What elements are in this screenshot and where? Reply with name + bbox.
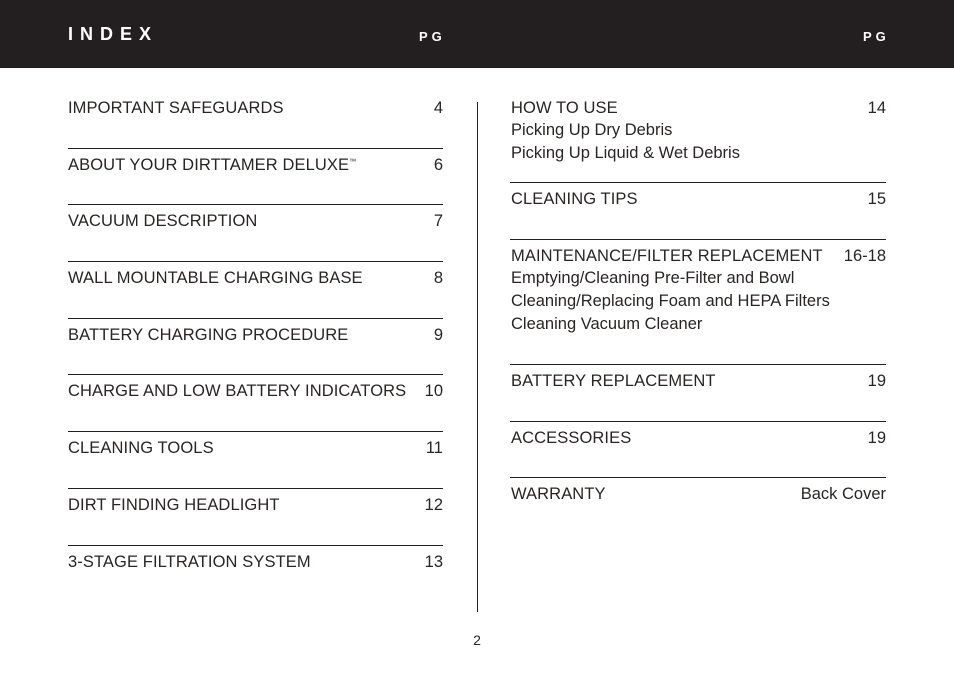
entry-label: HOW TO USE (511, 99, 618, 117)
index-entry-maintenance[interactable] (511, 240, 886, 365)
entry-page: 12 (424, 495, 443, 514)
index-entry-battery-charging[interactable] (68, 319, 443, 376)
entry-page: 16-18 (843, 247, 886, 265)
index-entry-cleaning-tips[interactable] (511, 183, 886, 240)
index-entry-battery-indicators[interactable] (68, 375, 443, 432)
entry-label: ABOUT YOUR DIRTTAMER DELUXE (68, 155, 350, 174)
index-entry-filtration-system[interactable] (68, 546, 443, 603)
entry-label: WARRANTY (511, 485, 606, 503)
index-entry-about-dirttamer[interactable] (68, 149, 443, 206)
index-entry-battery-replacement[interactable] (511, 365, 886, 422)
entry-label: IMPORTANT SAFEGUARDS (68, 99, 284, 117)
index-entry-vacuum-description[interactable] (68, 205, 443, 262)
entry-label: MAINTENANCE/FILTER REPLACEMENT (511, 247, 823, 265)
entry-label: CLEANING TIPS (511, 190, 638, 208)
entry-label: DIRT FINDING HEADLIGHT (68, 495, 280, 514)
entry-subtopic: Picking Up Liquid & Wet Debris (511, 144, 740, 162)
index-right-column (511, 92, 886, 534)
entry-label: 3-STAGE FILTRATION SYSTEM (68, 552, 311, 571)
entry-label: CHARGE AND LOW BATTERY INDICATORS (68, 382, 407, 401)
entry-page: 10 (424, 382, 443, 401)
entry-page: 13 (424, 552, 443, 571)
entry-label: WALL MOUNTABLE CHARGING BASE (68, 269, 363, 288)
entry-page: 11 (425, 439, 443, 458)
entry-page: 9 (433, 325, 443, 344)
entry-label: CLEANING TOOLS (68, 439, 214, 458)
index-title: INDEX (68, 24, 159, 44)
index-left-column (68, 92, 443, 602)
entry-page: 4 (433, 99, 443, 117)
entry-subtopic: Emptying/Cleaning Pre-Filter and Bowl (511, 269, 795, 287)
entry-label: BATTERY REPLACEMENT (511, 372, 716, 390)
entry-label: BATTERY CHARGING PROCEDURE (68, 325, 349, 344)
entry-label-wrapper (68, 156, 356, 175)
page-column-label-right: PG (863, 29, 890, 44)
page-number: 2 (473, 632, 481, 648)
trademark-symbol: ™ (349, 158, 357, 166)
column-divider (477, 102, 478, 612)
entry-page: 19 (867, 372, 886, 390)
entry-page: 8 (433, 269, 443, 288)
entry-page: 14 (867, 99, 886, 117)
index-entry-accessories[interactable] (511, 422, 886, 478)
index-entry-how-to-use[interactable] (511, 92, 886, 183)
entry-page: 6 (433, 155, 443, 174)
page-column-label-left: PG (419, 29, 446, 44)
entry-label: ACCESSORIES (511, 429, 632, 447)
index-entry-charging-base[interactable] (68, 262, 443, 319)
index-header (0, 0, 954, 68)
index-entry-headlight[interactable] (68, 489, 443, 546)
index-entry-important-safeguards[interactable] (68, 92, 443, 149)
entry-subtopic: Cleaning Vacuum Cleaner (511, 315, 703, 333)
index-entry-warranty[interactable] (511, 478, 886, 534)
entry-subtopics (511, 119, 886, 165)
entry-subtopic: Cleaning/Replacing Foam and HEPA Filters (511, 292, 830, 310)
entry-page: Back Cover (800, 485, 886, 503)
entry-page: 15 (867, 190, 886, 208)
index-entry-cleaning-tools[interactable] (68, 432, 443, 489)
entry-page: 19 (867, 429, 886, 447)
entry-page: 7 (433, 212, 443, 231)
entry-subtopic: Picking Up Dry Debris (511, 121, 673, 139)
entry-subtopics (511, 267, 886, 336)
entry-label: VACUUM DESCRIPTION (68, 212, 258, 231)
